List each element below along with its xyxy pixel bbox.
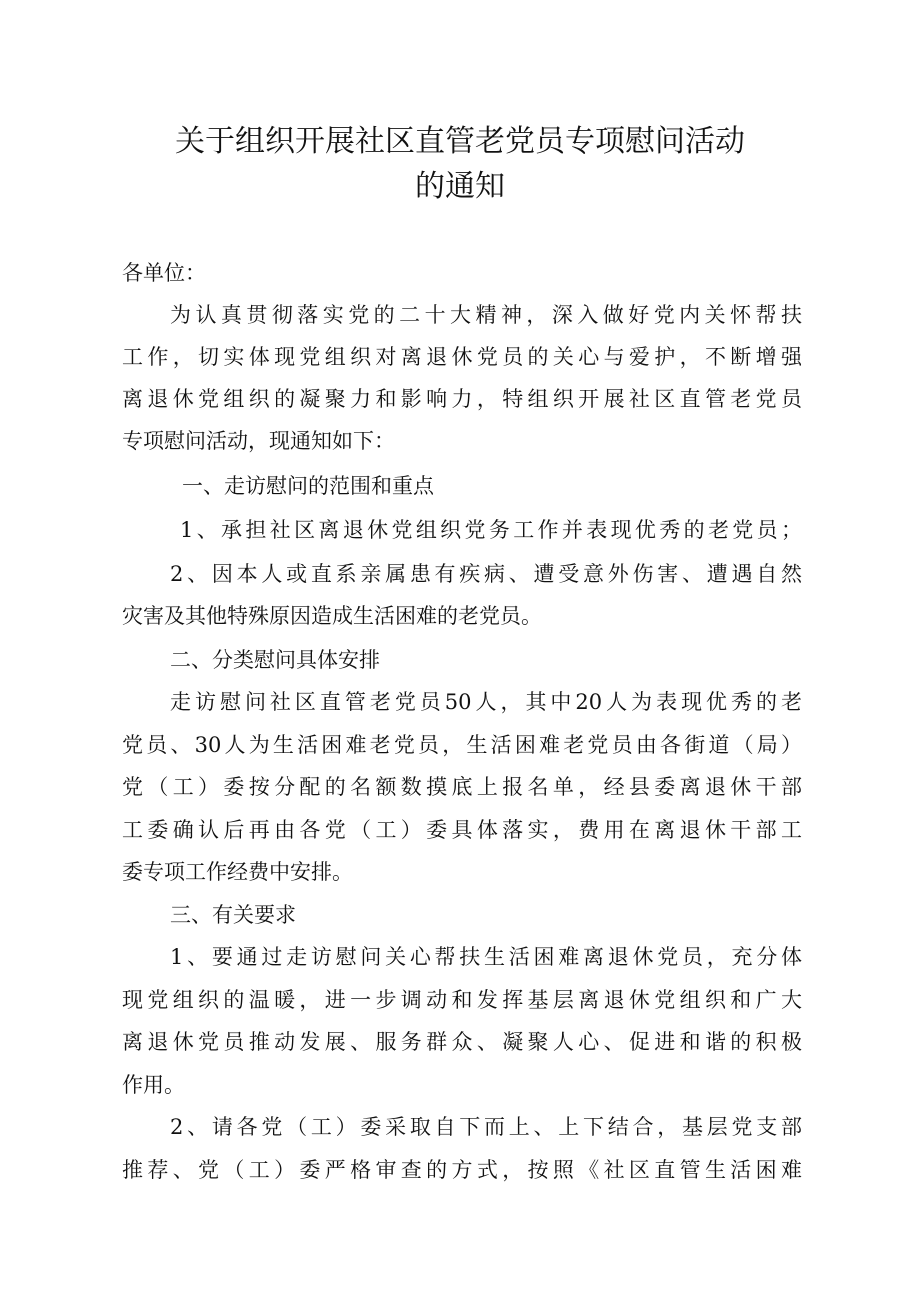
section-3-line: 现党组织的温暖，进一步调动和发挥基层离退休党组织和广大 <box>122 988 802 1012</box>
section-2-line: 委专项工作经费中安排。 <box>122 860 353 884</box>
section-2-line: 党员、30人为生活困难老党员，生活困难老党员由各街道（局） <box>122 733 802 757</box>
section-3-line: 离退休党员推动发展、服务群众、凝聚人心、促进和谐的积极 <box>122 1030 802 1054</box>
document-title-line-1: 关于组织开展社区直管老党员专项慰问活动 <box>175 124 745 159</box>
document-title-line-2: 的通知 <box>415 169 505 204</box>
intro-line: 专项慰问活动，现通知如下： <box>122 429 395 453</box>
section-2-heading: 二、分类慰问具体安排 <box>170 648 380 672</box>
section-3-heading: 三、有关要求 <box>170 903 296 927</box>
section-3-line: 1、要通过走访慰问关心帮扶生活困难离退休党员，充分体 <box>170 945 802 969</box>
section-2-line: 走访慰问社区直管老党员50人，其中20人为表现优秀的老 <box>170 690 802 714</box>
intro-line: 为认真贯彻落实党的二十大精神，深入做好党内关怀帮扶 <box>170 303 802 327</box>
section-3-line: 推荐、党（工）委严格审查的方式，按照《社区直管生活困难 <box>122 1158 802 1182</box>
intro-line: 工作，切实体现党组织对离退休党员的关心与爱护，不断增强 <box>122 345 802 369</box>
salutation: 各单位： <box>122 261 206 285</box>
section-3-line: 2、请各党（工）委采取自下而上、上下结合，基层党支部 <box>170 1115 802 1139</box>
section-1-line: 灾害及其他特殊原因造成生活困难的老党员。 <box>122 604 542 628</box>
section-2-line: 工委确认后再由各党（工）委具体落实，费用在离退休干部工 <box>122 818 802 842</box>
section-2-line: 党（工）委按分配的名额数摸底上报名单，经县委离退休干部 <box>122 775 802 799</box>
section-1-line: 2、因本人或直系亲属患有疾病、遭受意外伤害、遭遇自然 <box>170 562 802 586</box>
section-1-heading: 一、走访慰问的范围和重点 <box>182 474 434 498</box>
section-3-line: 作用。 <box>122 1073 185 1097</box>
intro-line: 离退休党组织的凝聚力和影响力，特组织开展社区直管老党员 <box>122 387 802 411</box>
section-1-line: 1、承担社区离退休党组织党务工作并表现优秀的老党员； <box>180 518 802 542</box>
